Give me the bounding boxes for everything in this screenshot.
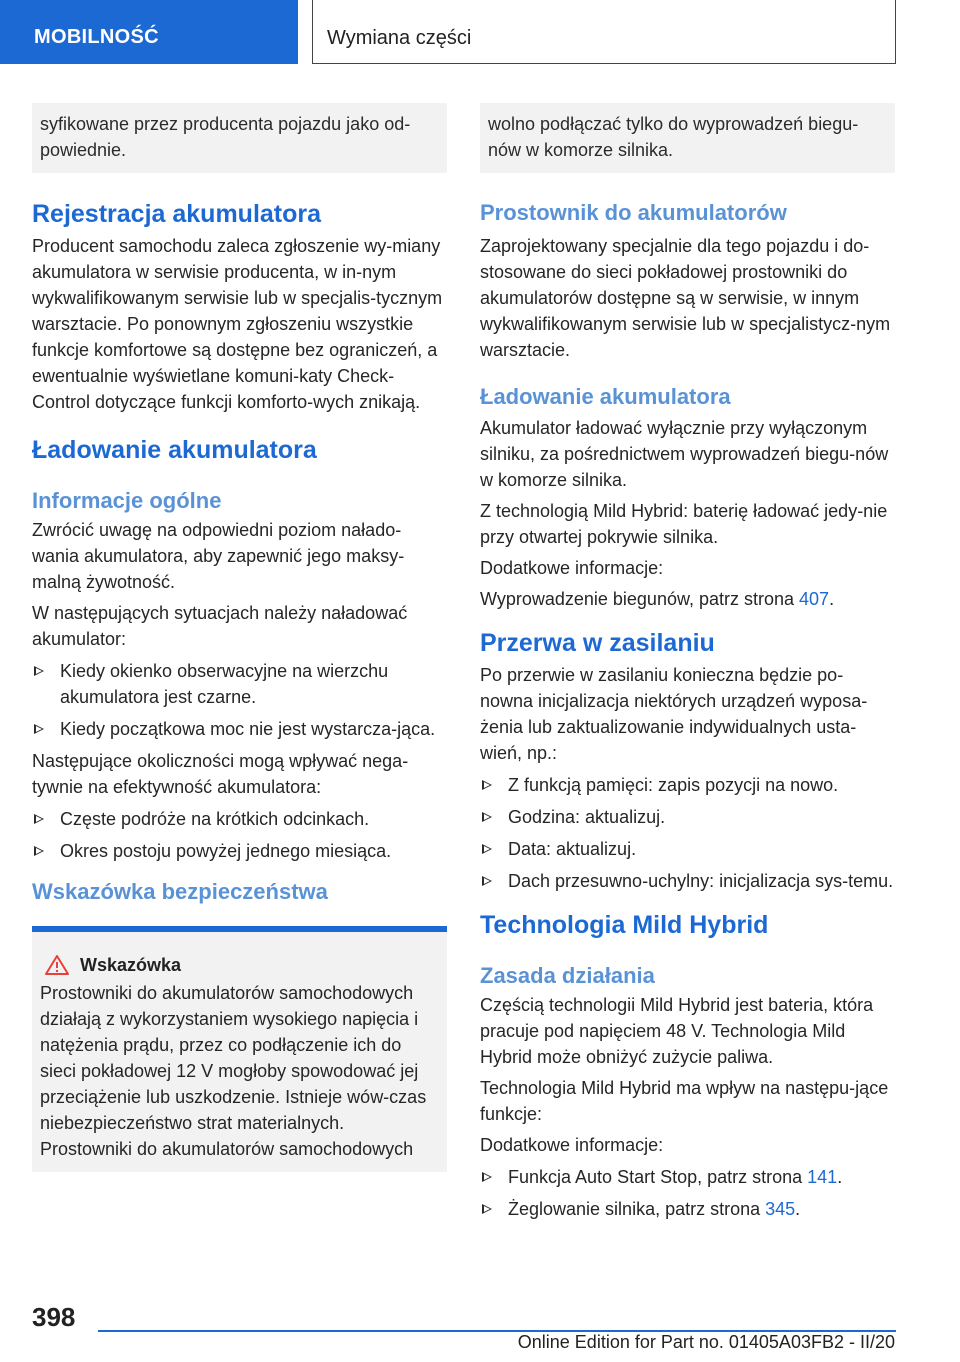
- paragraph-rejestracja: Producent samochodu zaleca zgłoszenie wy-miany akumulatora w serwisie producenta, w in-nym wykwalifikowanym serwisie lub w specjalis-tycznym warsztacie. Po ponownym zgłoszeniu wszystkie funkcje komfortowe są dostępne bez ograniczeń, a ewentualnie wyświetlane komuni-katy Check-Control dotyczące funkcji komforto-wych znikają.: [32, 236, 443, 412]
- list-item: Żeglowanie silnika, patrz strona 345.: [480, 1196, 895, 1222]
- triangle-bullet-icon: [34, 814, 44, 824]
- list-mild-hybrid: [480, 1164, 895, 1222]
- paragraph-okolicznosci: Następujące okoliczności mogą wpływać nega-tywnie na efektywność akumulatora:: [32, 751, 409, 797]
- triangle-bullet-icon: [482, 1204, 492, 1214]
- paragraph-ladowanie-2: Z technologią Mild Hybrid: baterię ładować jedy-nie przy otwartej pokrywie silnika.: [480, 501, 888, 547]
- list-item: Kiedy okienko obserwacyjne na wierzchu akumulatora jest czarne.: [32, 658, 447, 710]
- list-item: Z funkcją pamięci: zapis pozycji na nowo.: [480, 772, 895, 798]
- page-link-141[interactable]: 141: [807, 1167, 838, 1187]
- heading-zasada: Zasada działania: [480, 963, 655, 988]
- warning-text: Prostowniki do akumulatorów samochodowych działają z wykorzystaniem wysokiego napięcia i natężenia prądu, przez co podłączenie ich do sieci pokładowej 12 V mogłoby spowodować jej przeciążenie lub uszkodzenie. Istnieje wów-czas niebezpieczeństwo strat materialnych. Prostowniki do akumulatorów samochodowych: [40, 983, 427, 1159]
- list-item: Godzina: aktualizuj.: [480, 804, 895, 830]
- triangle-bullet-icon: [482, 780, 492, 790]
- list-item: Kiedy początkowa moc nie jest wystarcza-jąca.: [32, 716, 447, 742]
- paragraph-wyprowadzenie: Wyprowadzenie biegunów, patrz strona 407.: [480, 589, 835, 609]
- paragraph-przerwa: Po przerwie w zasilaniu konieczna będzie po-nowna inicjalizacja niektórych urządzeń wyposa-żenia lub zaktualizowanie indywidualnych usta-wień, np.:: [480, 665, 868, 763]
- paragraph-prostownik: Zaprojektowany specjalnie dla tego pojazdu i do-stosowane do sieci pokładowej prostowniki do akumulatorów dostępne są w serwisie, w innym wykwalifikowanym serwisie lub w specjalistycz-nym warsztacie.: [480, 236, 891, 360]
- section-tab: [0, 0, 298, 64]
- heading-informacje-ogolne: Informacje ogólne: [32, 488, 222, 513]
- chapter-title: Wymiana części: [327, 27, 472, 49]
- note-text: wolno podłączać tylko do wyprowadzeń biegu-nów w komorze silnika.: [488, 114, 859, 160]
- list-item: Funkcja Auto Start Stop, patrz strona 141.: [480, 1164, 895, 1190]
- section-tab-label: MOBILNOŚĆ: [34, 26, 159, 48]
- list-item: Dach przesuwno-uchylny: inicjalizacja sys-temu.: [480, 868, 895, 894]
- heading-prostownik: Prostownik do akumulatorów: [480, 200, 787, 225]
- heading-rejestracja: Rejestracja akumulatora: [32, 200, 322, 228]
- continued-warning-note: [32, 103, 447, 173]
- continued-warning-note: [480, 103, 895, 173]
- page-link-407[interactable]: 407: [799, 589, 830, 609]
- edition-text: Online Edition for Part no. 01405A03FB2 - II/20: [517, 1332, 895, 1352]
- heading-ladowanie: Ładowanie akumulatora: [32, 436, 317, 464]
- triangle-bullet-icon: [482, 1172, 492, 1182]
- chapter-header: [312, 0, 896, 64]
- paragraph-dodatkowe-2: Dodatkowe informacje:: [480, 1135, 664, 1155]
- triangle-bullet-icon: [482, 844, 492, 854]
- triangle-bullet-icon: [34, 846, 44, 856]
- list-item: Data: aktualizuj.: [480, 836, 895, 862]
- heading-ladowanie: Ładowanie akumulatora: [480, 384, 731, 409]
- triangle-bullet-icon: [482, 812, 492, 822]
- list-sytuacje: [32, 658, 447, 742]
- list-przerwa: [480, 772, 895, 894]
- left-column: [32, 103, 447, 1172]
- paragraph-ladowanie-1: Akumulator ładować wyłącznie przy wyłączonym silniku, za pośrednictwem wyprowadzeń biegu-nów w komorze silnika.: [480, 418, 889, 490]
- warning-title: Wskazówka: [44, 954, 439, 976]
- paragraph-zasada-1: Częścią technologii Mild Hybrid jest bateria, która pracuje pod napięciem 48 V. Technologia Mild Hybrid może obniżyć zużycie paliwa.: [480, 995, 874, 1067]
- paragraph-informacje-2: W następujących sytuacjach należy naładować akumulator:: [32, 603, 408, 649]
- page-link-345[interactable]: 345: [765, 1199, 796, 1219]
- warning-box: [32, 926, 447, 1172]
- list-okolicznosci: [32, 806, 447, 864]
- triangle-bullet-icon: [34, 724, 44, 734]
- warning-triangle-icon: [44, 954, 70, 976]
- triangle-bullet-icon: [482, 876, 492, 886]
- list-item: Okres postoju powyżej jednego miesiąca.: [32, 838, 447, 864]
- paragraph-zasada-2: Technologia Mild Hybrid ma wpływ na następu-jące funkcje:: [480, 1078, 889, 1124]
- heading-wskazowka-bezpieczenstwa: Wskazówka bezpieczeństwa: [32, 879, 328, 904]
- note-text: syfikowane przez producenta pojazdu jako od-powiednie.: [40, 114, 411, 160]
- heading-przerwa: Przerwa w zasilaniu: [480, 629, 715, 657]
- triangle-bullet-icon: [34, 666, 44, 676]
- list-item: Częste podróże na krótkich odcinkach.: [32, 806, 447, 832]
- paragraph-informacje-1: Zwrócić uwagę na odpowiedni poziom nałado-wania akumulatora, aby zapewnić jego maksy-malną żywotność.: [32, 520, 405, 592]
- heading-technologia: Technologia Mild Hybrid: [480, 911, 769, 939]
- paragraph-dodatkowe: Dodatkowe informacje:: [480, 558, 664, 578]
- page-number: 398: [32, 1302, 76, 1332]
- right-column: [480, 103, 895, 1228]
